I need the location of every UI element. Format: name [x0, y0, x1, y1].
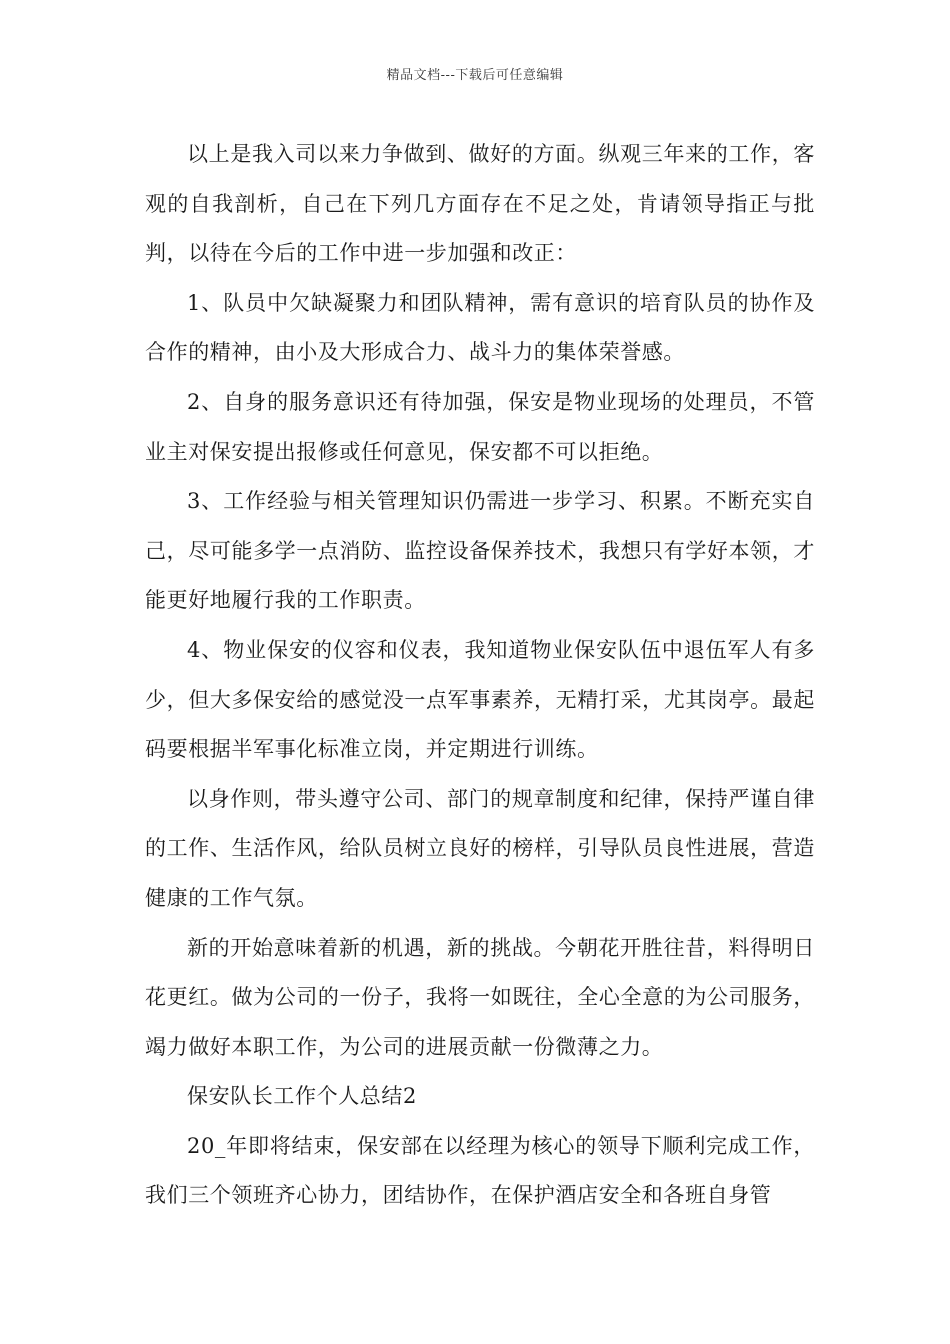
- paragraph-item-2: 2、自身的服务意识还有待加强，保安是物业现场的处理员，不管业主对保安提出报修或任何意见，保安都不可以拒绝。: [145, 389, 815, 464]
- paragraph-item-3: 3、工作经验与相关管理知识仍需进一步学习、积累。不断充实自己，尽可能多学一点消防、监控设备保养技术，我想只有学好本领，才能更好地履行我的工作职责。: [145, 489, 815, 613]
- paragraph-item-1: 1、队员中欠缺凝聚力和团队精神，需有意识的培育队员的协作及合作的精神，由小及大形成合力、战斗力的集体荣誉感。: [145, 290, 815, 365]
- section-heading: 保安队长工作个人总结2: [187, 1084, 417, 1109]
- document-body: [145, 130, 815, 1221]
- paragraph-item-4: 4、物业保安的仪容和仪表，我知道物业保安队伍中退伍军人有多少，但大多保安给的感觉没一点军事素养，无精打采，尤其岗亭。最起码要根据半军事化标准立岗，并定期进行训练。: [145, 637, 815, 762]
- paragraph-lead-by-example: 以身作则，带头遵守公司、部门的规章制度和纪律，保持严谨自律的工作、生活作风，给队员树立良好的榜样，引导队员良性进展，营造健康的工作气氛。: [145, 786, 815, 910]
- paragraph-outlook: 新的开始意味着新的机遇，新的挑战。今朝花开胜往昔，料得明日花更红。做为公司的一份子，我将一如既往，全心全意的为公司服务，竭力做好本职工作，为公司的进展贡献一份微薄之力。: [145, 935, 815, 1059]
- paragraph-summary-2-opening: 20_年即将结束，保安部在以经理为核心的领导下顺利完成工作，我们三个领班齐心协力，团结协作，在保护酒店安全和各班自身管: [145, 1133, 815, 1208]
- page-header: 精品文档---下载后可任意编辑: [386, 68, 564, 83]
- paragraph-shortcomings-intro: 以上是我入司以来力争做到、做好的方面。纵观三年来的工作，客观的自我剖析，自己在下列几方面存在不足之处，肯请领导指正与批判，以待在今后的工作中进一步加强和改正：: [145, 142, 815, 266]
